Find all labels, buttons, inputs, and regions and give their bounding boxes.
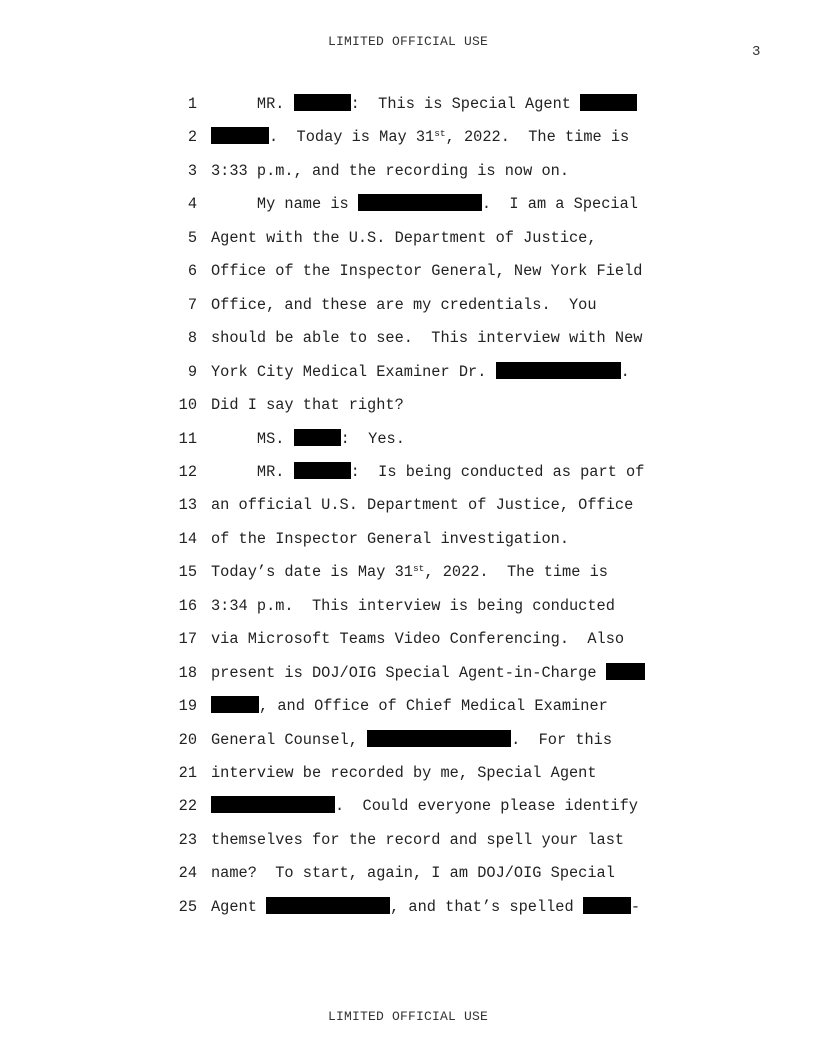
line-number: 11 <box>178 429 197 448</box>
text-segment: Did I say that right? <box>211 396 404 415</box>
line-number: 10 <box>178 396 197 415</box>
text-segment: 3:33 p.m., and the recording is now on. <box>211 161 570 180</box>
text-segment: should be able to see. This interview with New <box>211 329 643 348</box>
redaction-box <box>606 663 645 680</box>
text-segment: interview be recorded by me, Special Agent <box>211 764 597 782</box>
redaction-box <box>211 127 269 144</box>
text-segment: MR. <box>211 95 294 113</box>
text-segment: via Microsoft Teams Video Conferencing. Also <box>211 630 625 649</box>
text-segment: : This is Special Agent <box>350 95 581 113</box>
line-text <box>211 696 608 716</box>
text-segment: General Counsel, <box>211 730 368 749</box>
line-text <box>211 462 644 482</box>
line-number: 22 <box>178 797 197 816</box>
text-segment: . Today is May 31 <box>269 128 435 147</box>
line-number: 3 <box>187 161 197 180</box>
text-segment: MS. <box>211 429 294 448</box>
text-segment: . I am a Special <box>481 195 638 214</box>
line-text <box>211 796 638 816</box>
line-number: 20 <box>178 730 197 749</box>
line-number: 24 <box>178 864 197 883</box>
line-text <box>211 328 642 348</box>
text-segment: , and that’s spelled <box>390 897 583 916</box>
ordinal-suffix: st <box>434 128 446 140</box>
text-segment: 3:34 p.m. This interview is being conducted <box>211 596 615 615</box>
redaction-box <box>294 429 341 446</box>
line-text <box>211 562 608 582</box>
redaction-box <box>294 462 351 479</box>
text-segment: , 2022. The time is <box>445 128 630 147</box>
redaction-box <box>583 897 631 914</box>
line-text <box>211 663 645 683</box>
text-segment: themselves for the record and spell your last <box>211 830 625 849</box>
line-number: 9 <box>187 362 197 381</box>
line-text <box>211 429 405 449</box>
line-number: 2 <box>187 128 197 147</box>
line-text <box>211 127 629 147</box>
redaction-box <box>358 194 482 211</box>
line-number: 21 <box>178 764 197 782</box>
line-number: 15 <box>178 563 197 582</box>
text-segment: . For this <box>511 730 613 749</box>
line-text <box>211 395 404 415</box>
line-number: 19 <box>178 697 197 716</box>
line-text <box>211 529 569 549</box>
text-segment: , and Office of Chief Medical Examiner <box>259 697 608 716</box>
footer-classification: LIMITED OFFICIAL USE <box>327 1009 489 1024</box>
page-number: 3 <box>752 44 761 60</box>
line-text <box>211 362 630 382</box>
text-segment: of the Inspector General investigation. <box>211 529 570 548</box>
text-segment: My name is <box>211 195 358 214</box>
line-text <box>211 194 638 214</box>
text-segment: present is DOJ/OIG Special Agent-in-Charge <box>211 663 606 682</box>
redaction-box <box>580 94 637 111</box>
line-text <box>211 596 615 616</box>
text-segment: . Could everyone please identify <box>335 797 638 816</box>
text-segment: , 2022. The time is <box>424 563 608 582</box>
header-classification: LIMITED OFFICIAL USE <box>327 34 489 49</box>
text-segment: : Is being conducted as part of <box>350 462 645 481</box>
line-text <box>211 295 597 315</box>
text-segment: Agent with the U.S. Department of Justice, <box>211 228 597 247</box>
line-number: 1 <box>187 95 197 113</box>
line-text <box>211 495 633 515</box>
text-segment: MR. <box>211 462 294 481</box>
text-segment: name? To start, again, I am DOJ/OIG Special <box>211 864 615 883</box>
line-text <box>211 897 640 917</box>
line-text <box>211 863 615 883</box>
line-number: 8 <box>187 329 197 348</box>
ordinal-suffix: st <box>412 563 425 575</box>
redaction-box <box>266 897 390 914</box>
line-text <box>211 629 624 649</box>
line-number: 16 <box>178 596 197 615</box>
line-text <box>211 730 612 750</box>
line-number: 6 <box>187 262 197 281</box>
text-segment: Today’s date is May 31 <box>211 563 413 582</box>
line-text <box>211 261 642 281</box>
line-text <box>211 228 597 248</box>
redaction-box <box>294 94 351 111</box>
text-segment: Agent <box>211 897 267 916</box>
line-number: 13 <box>178 496 197 515</box>
text-segment: : Yes. <box>340 429 405 448</box>
line-number: 23 <box>178 830 197 849</box>
line-number: 12 <box>178 462 197 481</box>
text-segment: Office of the Inspector General, New York Field <box>211 262 643 281</box>
line-number: 17 <box>178 630 197 649</box>
text-segment: York City Medical Examiner Dr. <box>211 362 496 381</box>
line-number: 18 <box>178 663 197 682</box>
redaction-box <box>211 696 259 713</box>
line-number: 14 <box>178 529 197 548</box>
redaction-box <box>211 796 335 813</box>
text-segment: . <box>620 362 630 381</box>
line-number: 25 <box>178 897 197 916</box>
text-segment: an official U.S. Department of Justice, Office <box>211 496 634 515</box>
line-number: 5 <box>187 228 197 247</box>
redaction-box <box>367 730 511 747</box>
line-number: 7 <box>187 295 197 314</box>
line-text <box>211 763 597 783</box>
line-number: 4 <box>187 195 197 214</box>
text-segment: Office, and these are my credentials. You <box>211 295 597 314</box>
redaction-box <box>496 362 621 379</box>
line-text <box>211 830 624 850</box>
line-text <box>211 94 637 114</box>
text-segment: - <box>630 897 641 916</box>
line-text <box>211 161 569 181</box>
